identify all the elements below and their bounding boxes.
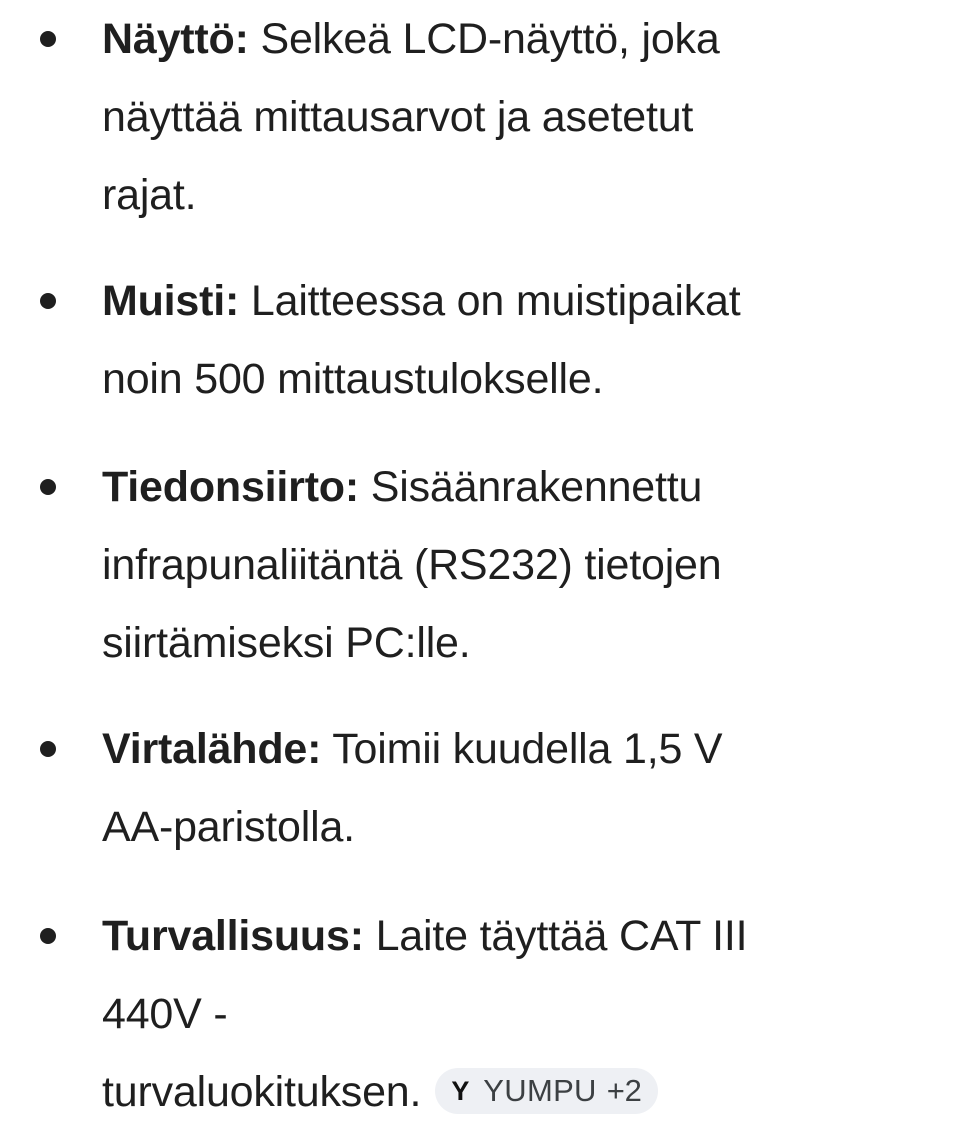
source-chip[interactable] [435, 1068, 657, 1114]
yumpu-logo-icon: Y [451, 1076, 470, 1106]
item-line: Selkeä LCD-näyttö, joka [260, 15, 720, 63]
item-line: näyttää mittausarvot ja asetetut [102, 93, 694, 141]
list-item-text [102, 448, 922, 682]
bullet-icon [40, 928, 56, 944]
item-line: Laite täyttää CAT III [375, 912, 748, 960]
item-line: turvaluokituksen. [102, 1068, 422, 1116]
item-term: Näyttö: [102, 15, 249, 63]
list-item-text [102, 262, 922, 418]
item-term: Muisti: [102, 277, 240, 325]
source-chip-count: +2 [606, 1073, 642, 1108]
bullet-icon [40, 479, 56, 495]
list-item-text [102, 710, 922, 866]
source-chip-label: YUMPU [483, 1073, 597, 1108]
item-term: Tiedonsiirto: [102, 463, 359, 511]
item-line: Laitteessa on muistipaikat [250, 277, 741, 325]
item-line: AA-paristolla. [102, 803, 355, 851]
bullet-icon [40, 741, 56, 757]
item-line: 440V - [102, 990, 228, 1038]
item-term: Virtalähde: [102, 725, 322, 773]
item-line: Toimii kuudella 1,5 V [332, 725, 723, 773]
list-item-text [102, 0, 922, 234]
item-line: noin 500 mittaustulokselle. [102, 355, 604, 403]
item-line: Sisäänrakennettu [370, 463, 703, 511]
bullet-icon [40, 293, 56, 309]
bullet-icon [40, 31, 56, 47]
item-line: rajat. [102, 171, 197, 219]
item-line: infrapunaliitäntä (RS232) tietojen [102, 541, 722, 589]
list-item-text [102, 897, 922, 1131]
item-term: Turvallisuus: [102, 912, 364, 960]
item-line: siirtämiseksi PC:lle. [102, 619, 471, 667]
